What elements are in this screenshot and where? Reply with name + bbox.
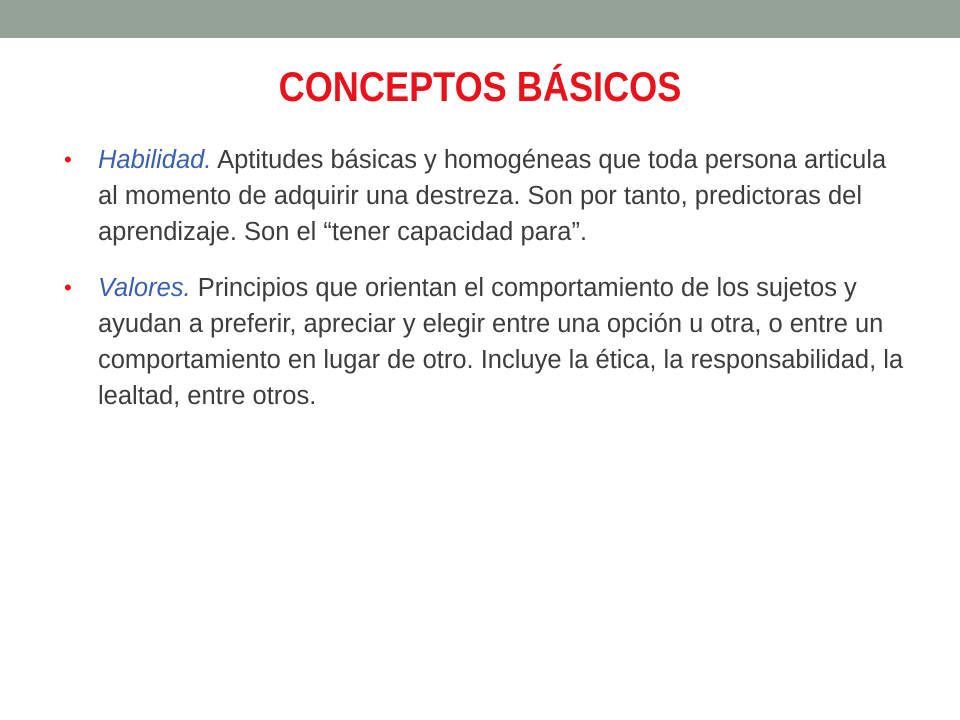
bullet-item-valores: [62, 270, 912, 414]
slide-title: CONCEPTOS BÁSICOS: [278, 63, 682, 110]
bullet-marker: •: [64, 275, 72, 300]
bullet-term: Valores.: [98, 274, 191, 302]
bullet-marker: •: [64, 147, 72, 172]
bullet-text: Principios que orientan el comportamiento de los sujetos y ayudan a preferir, apreciar y elegir entre una opción u otra, o entre un comportamiento en lugar de otro. Incluye la ética, la responsabilidad, la lealtad, entre otros.: [98, 274, 904, 410]
top-accent-bar: [0, 0, 960, 38]
bullet-text: Aptitudes básicas y homogéneas que toda persona articula al momento de adquirir una destreza. Son por tanto, predictoras del aprendizaje. Son el “tener capacidad para”.: [98, 146, 887, 246]
bullet-item-habilidad: [62, 142, 912, 250]
bullet-term: Habilidad.: [98, 146, 212, 174]
bullet-list: [62, 142, 912, 434]
